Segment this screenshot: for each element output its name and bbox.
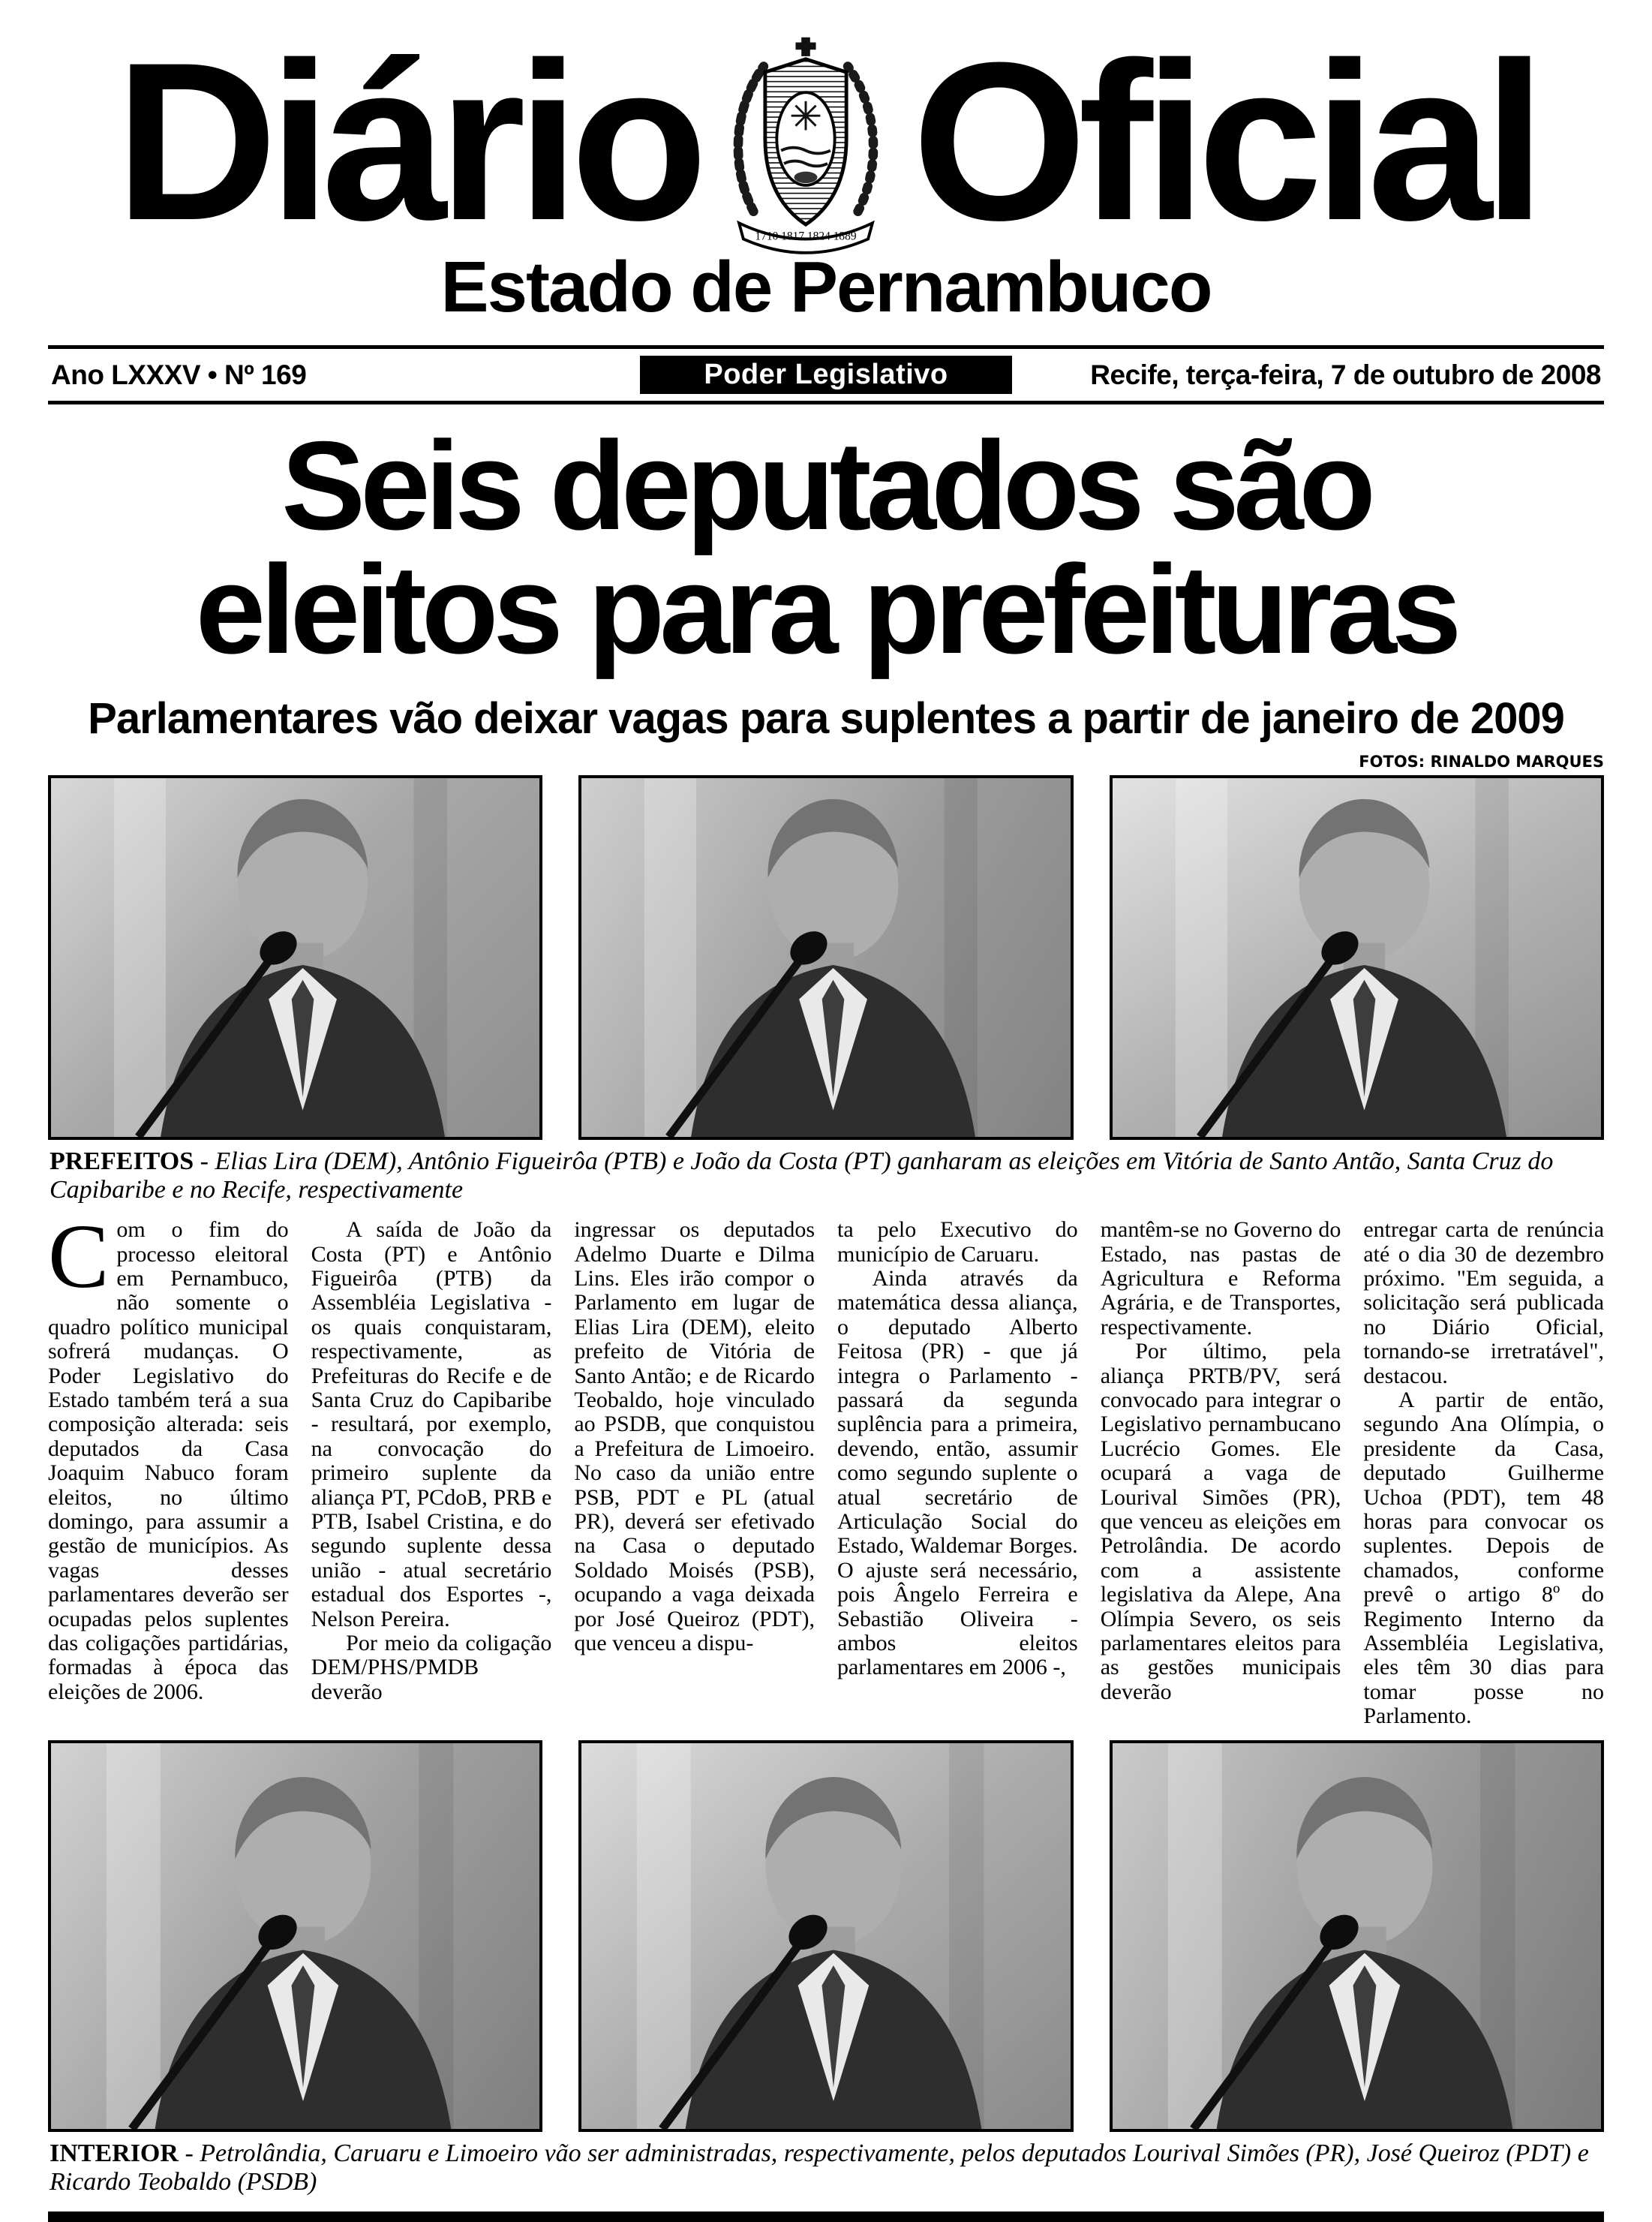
article-column-6 [1363,1218,1604,1728]
masthead [48,15,1604,267]
article-paragraph [48,1206,289,1704]
article-paragraph: Ainda através da matemática dessa aliança, o deputado Alberto Feitosa (PR) - que já integra o Parlamento - passará da segunda suplência para a primeira, devendo, então, assumir como segundo suplente o atual secretário de Articulação Social do Estado, Waldemar Borges. O ajuste será necessário, pois Ângelo Ferreira e Sebastião Oliveira - ambos eleitos parlamentares em 2006 -, [837,1266,1078,1680]
article-paragraph: Por último, pela aliança PRTB/PV, será convocado para integrar o Legislativo pernambucano Lucrécio Gomes. Ele ocupará a vaga de Lourival Simões (PR), que venceu as eleições em Petrolândia. De acordo com a assistente legislativa da Alepe, Ana Olímpia Severo, os seis parlamentares eleitos para as gestões municipais deverão [1100,1339,1341,1704]
article-paragraph: ingressar os deputados Adelmo Duarte e Dilma Lins. Eles irão compor o Parlamento em lugar de Elias Lira (DEM), eleito prefeito de Vitória de Santo Antão; e de Ricardo Teobaldo, hoje vinculado ao PSDB, que conquistou a Prefeitura de Limoeiro. No caso da união entre PSB, PDT e PL (atual PR), deverá ser efetivado na Casa o deputado Soldado Moisés (PSB), ocupando a vaga deixada por José Queiroz (PDT), que venceu a dispu- [574,1217,815,1655]
photo-credit: FOTOS: RINALDO MARQUES [1359,753,1604,771]
coat-of-arms-icon [719,26,893,257]
article-paragraph: ta pelo Executivo do município de Caruaru. [837,1217,1078,1267]
caption-prefeitos [50,1147,1602,1204]
photo-ricardo-teobaldo [1110,1740,1604,2132]
article-paragraph: A saída de João da Costa (PT) e Antônio Figueirôa (PTB) da Assembléia Legislativa - os quais conquistaram, respectivamente, as Prefeituras do Recife e de Santa Cruz do Capibaribe - resultará, por exemplo, na convocação do primeiro suplente da aliança PT, PCdoB, PRB e PTB, Isabel Cristina, e do segundo suplente dessa união - atual secretário estadual dos Esportes -, Nelson Pereira. [311,1217,552,1631]
speaker-photo-illustration [51,778,539,1137]
article-paragraph: Por meio da coligação DEM/PHS/PMDB deverão [311,1630,552,1704]
caption-interior [50,2139,1602,2196]
article-paragraph-text: om o fim do processo eleitoral em Pernambuco, não somente o quadro político municipal sofrerá mudanças. O Poder Legislativo do Estado também terá a sua composição alterada: seis deputados da Casa Joaquim Nabuco foram eleitos, no último domingo, para assumir a gestão de municípios. As vagas desses parlamentares deverão ser ocupadas pelos suplentes das coligações partidárias, formadas à época das eleições de 2006. [48,1217,289,1704]
section-banner: Poder Legislativo [640,356,1012,394]
article-column-2 [311,1218,552,1728]
masthead-title-left: Diário [115,15,699,267]
caption-text: - Petrolândia, Caruaru e Limoeiro vão ser administradas, respectivamente, pelos deputados Lourival Simões (PR), José Queiroz (PDT) e Ricardo Teobaldo (PSDB) [50,2139,1589,2196]
photo-jose-queiroz [578,1740,1073,2132]
caption-lead: PREFEITOS [50,1147,194,1176]
edition-info: Ano LXXXV • Nº 169 [51,359,307,390]
photo-lourival-simoes [48,1740,542,2132]
footer-rule [48,2211,1604,2222]
caption-text: - Elias Lira (DEM), Antônio Figueirôa (PTB) e João da Costa (PT) ganharam as eleições em Vitória de Santo Antão, Santa Cruz do Capibaribe e no Recife, respectivamente [50,1147,1554,1204]
photo-row-top [48,775,1604,1140]
masthead-title-right: Oficial [912,15,1537,267]
photo-row-bottom [48,1740,1604,2132]
main-headline-line1: Seis deputados são [281,415,1371,556]
speaker-photo-illustration [581,778,1070,1137]
photo-elias-lira [48,775,542,1140]
article-column-1 [48,1206,289,1728]
crest-ribbon-dates: 1710 1817 1824 1889 [754,230,857,243]
speaker-photo-illustration [51,1743,539,2129]
article-paragraph: A partir de então, segundo Ana Olímpia, o presidente da Casa, deputado Guilherme Uchoa (PDT), tem 48 horas para convocar os suplentes. Depois de chamados, conforme prevê o artigo 8º do Regimento Interno da Assembléia Legislativa, eles têm 30 dias para tomar posse no Parlamento. [1363,1387,1605,1729]
photo-antonio-figueiroa [578,775,1073,1140]
speaker-photo-illustration [1113,778,1601,1137]
masthead-subtitle: Estado de Pernambuco [440,247,1212,327]
article-paragraph: mantêm-se no Governo do Estado, nas pastas de Agricultura e Reforma Agrária, e de Transportes, respectivamente. [1100,1217,1341,1340]
dateline-rule-bottom [48,401,1604,404]
dateline [48,349,1604,401]
main-headline [48,415,1604,680]
drop-cap: C [48,1206,110,1308]
speaker-photo-illustration [581,1743,1070,2129]
article-body [48,1206,1605,1729]
article-column-5 [1101,1218,1341,1728]
main-headline-line2: eleitos para prefeituras [195,538,1457,680]
speaker-photo-illustration [1113,1743,1601,2129]
article-paragraph: entregar carta de renúncia até o dia 30 de dezembro próximo. "Em seguida, a solicitação será publicada no Diário Oficial, tornando-se irretratável", destacou. [1363,1217,1605,1388]
photo-joao-da-costa [1110,775,1604,1140]
article-column-4 [837,1218,1078,1728]
subheadline: Parlamentares vão deixar vagas para suplentes a partir de janeiro de 2009 [88,694,1564,744]
caption-lead: INTERIOR [50,2139,179,2168]
article-column-3 [574,1218,815,1728]
publication-date: Recife, terça-feira, 7 de outubro de 2008 [1090,359,1601,390]
